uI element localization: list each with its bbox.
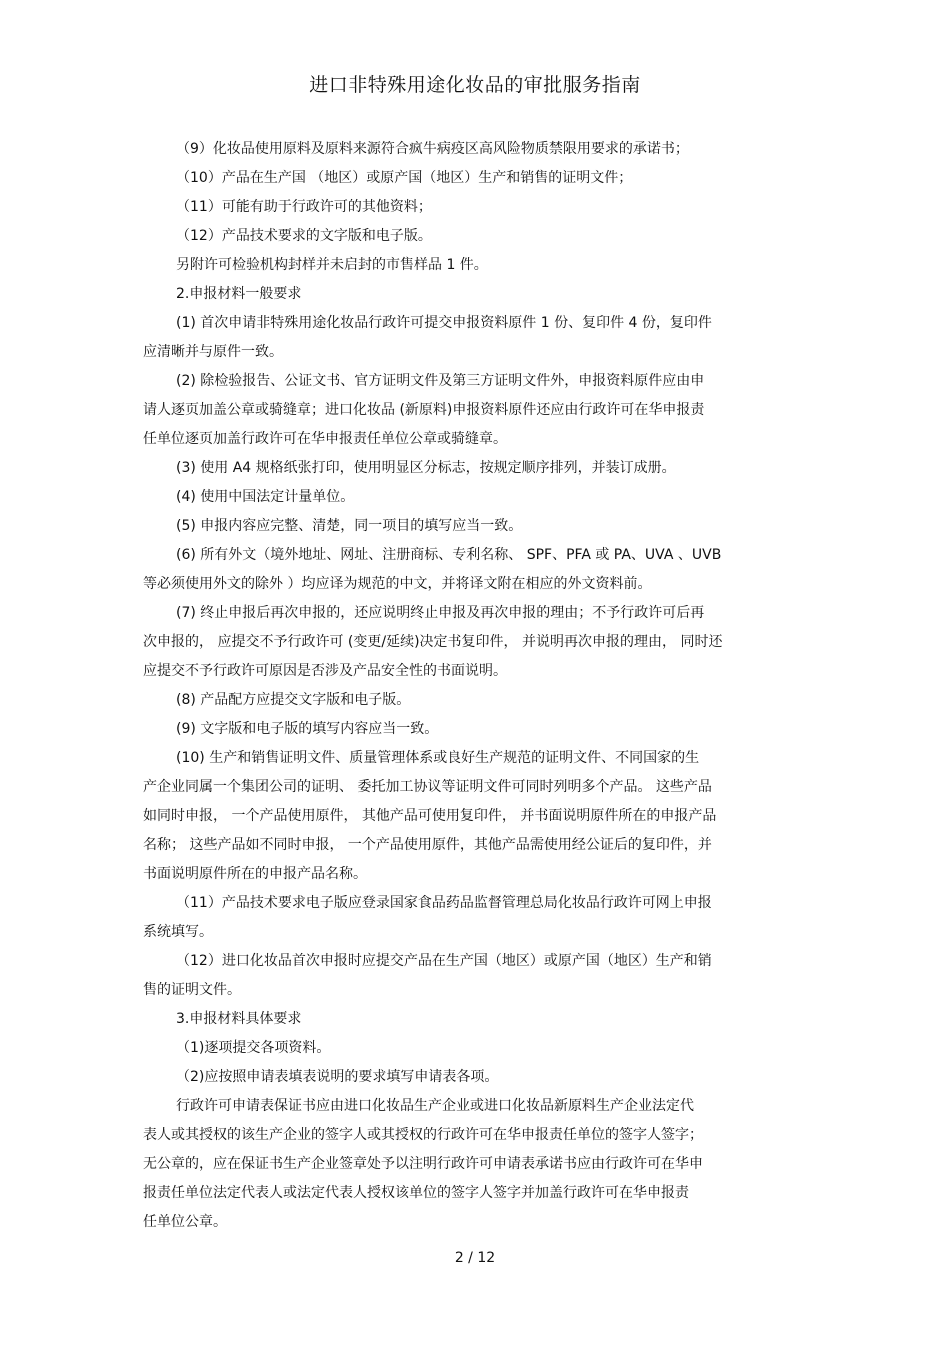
text-line: 任单位逐页加盖行政许可在华申报责任单位公章或骑缝章。	[143, 431, 507, 447]
section-heading: 2.申报材料一般要求	[176, 286, 302, 302]
text-line: 应清晰并与原件一致。	[143, 344, 283, 360]
section-heading: 3.申报材料具体要求	[176, 1011, 302, 1027]
text-line: (7) 终止申报后再次申报的，还应说明终止申报及再次申报的理由；不予行政许可后再	[176, 605, 705, 621]
text-line: （10）产品在生产国 （地区）或原产国（地区）生产和销售的证明文件；	[176, 170, 633, 186]
text-line: (3) 使用 A4 规格纸张打印，使用明显区分标志，按规定顺序排列，并装订成册。	[176, 460, 676, 476]
text-line: 名称； 这些产品如不同时申报， 一个产品使用原件，其他产品需使用经公证后的复印件，并	[143, 837, 712, 853]
text-line: （9）化妆品使用原料及原料来源符合疯牛病疫区高风险物质禁限用要求的承诺书；	[176, 141, 689, 157]
text-line: 报责任单位法定代表人或法定代表人授权该单位的签字人签字并加盖行政许可在华申报责	[143, 1185, 689, 1201]
text-line: (8) 产品配方应提交文字版和电子版。	[176, 692, 411, 708]
text-line: 售的证明文件。	[143, 982, 241, 998]
text-line: 系统填写。	[143, 924, 213, 940]
text-line: 书面说明原件所在的申报产品名称。	[143, 866, 367, 882]
page-number: 2 / 12	[454, 1250, 496, 1266]
text-line: （12）进口化妆品首次申报时应提交产品在生产国（地区）或原产国（地区）生产和销	[176, 953, 712, 969]
text-line: （12）产品技术要求的文字版和电子版。	[176, 228, 432, 244]
text-line: （2)应按照申请表填表说明的要求填写申请表各项。	[176, 1069, 499, 1085]
text-line: 行政许可申请表保证书应由进口化妆品生产企业或进口化妆品新原料生产企业法定代	[176, 1098, 694, 1114]
text-line: 如同时申报， 一个产品使用原件， 其他产品可使用复印件， 并书面说明原件所在的申报产品	[143, 808, 717, 824]
text-line: （11）产品技术要求电子版应登录国家食品药品监督管理总局化妆品行政许可网上申报	[176, 895, 712, 911]
text-line: (2) 除检验报告、公证文书、官方证明文件及第三方证明文件外，申报资料原件应由申	[176, 373, 705, 389]
text-line: (6) 所有外文（境外地址、网址、注册商标、专利名称、 SPF、PFA 或 PA、UVA 、UVB	[176, 547, 722, 563]
text-line: (4) 使用中国法定计量单位。	[176, 489, 355, 505]
text-line: 表人或其授权的该生产企业的签字人或其授权的行政许可在华申报责任单位的签字人签字；	[143, 1127, 703, 1143]
text-line: 应提交不予行政许可原因是否涉及产品安全性的书面说明。	[143, 663, 507, 679]
text-line: 次申报的， 应提交不予行政许可 (变更/延续)决定书复印件， 并说明再次申报的理由， 同时还	[143, 634, 723, 650]
page-title: 进口非特殊用途化妆品的审批服务指南	[309, 74, 641, 96]
text-line: 另附许可检验机构封样并未启封的市售样品 1 件。	[176, 257, 488, 273]
text-line: 等必须使用外文的除外 ）均应译为规范的中文，并将译文附在相应的外文资料前。	[143, 576, 652, 592]
text-line: 产企业同属一个集团公司的证明、 委托加工协议等证明文件可同时列明多个产品。 这些产品	[143, 779, 712, 795]
text-line: （1)逐项提交各项资料。	[176, 1040, 331, 1056]
text-line: 无公章的，应在保证书生产企业签章处予以注明行政许可申请表承诺书应由行政许可在华申	[143, 1156, 703, 1172]
text-line: （11）可能有助于行政许可的其他资料；	[176, 199, 432, 215]
text-line: 任单位公章。	[143, 1214, 227, 1230]
text-line: 请人逐页加盖公章或骑缝章；进口化妆品 (新原料)申报资料原件还应由行政许可在华申报责	[143, 402, 705, 418]
text-line: (10) 生产和销售证明文件、质量管理体系或良好生产规范的证明文件、不同国家的生	[176, 750, 700, 766]
text-line: (5) 申报内容应完整、清楚，同一项目的填写应当一致。	[176, 518, 523, 534]
text-line: (1) 首次申请非特殊用途化妆品行政许可提交申报资料原件 1 份、复印件 4 份，复印件	[176, 315, 712, 331]
text-line: (9) 文字版和电子版的填写内容应当一致。	[176, 721, 439, 737]
